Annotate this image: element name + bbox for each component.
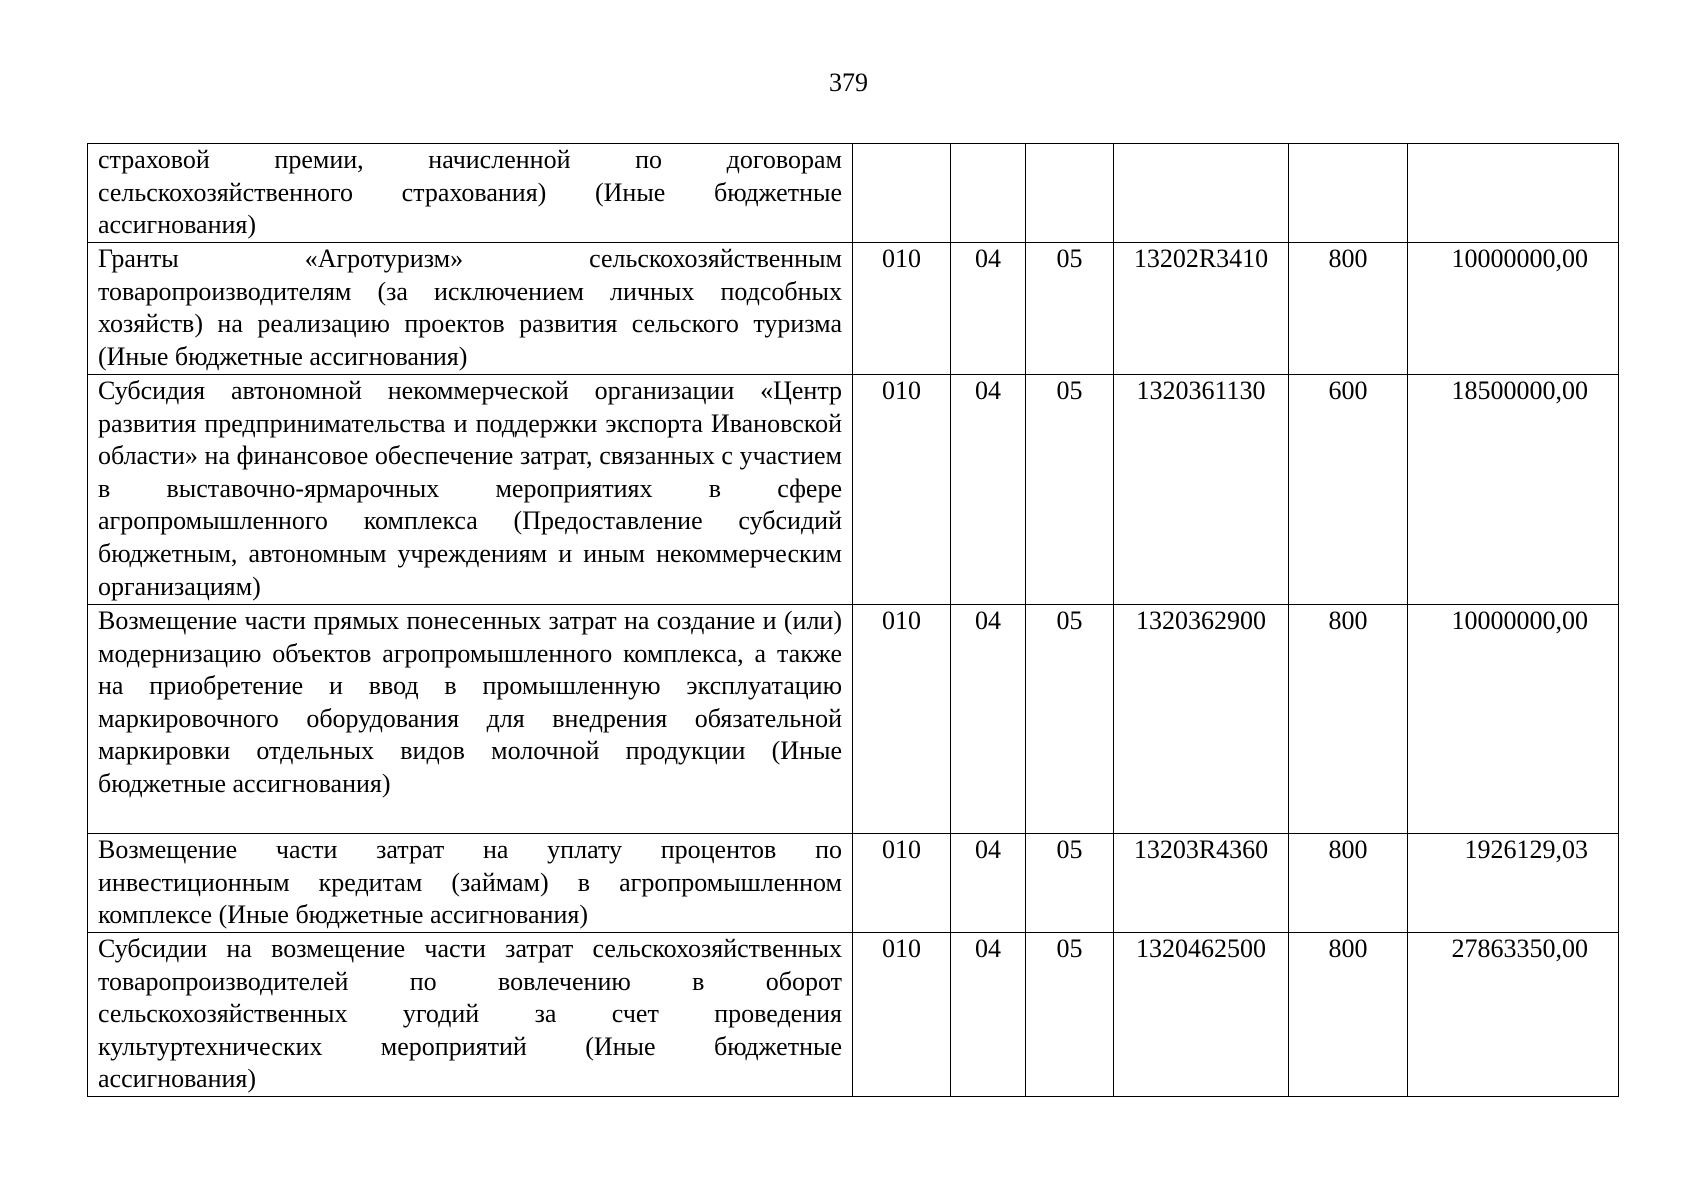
row-expense-type: 600	[1289, 375, 1408, 605]
row-admin-code: 010	[853, 933, 951, 1097]
row-target-code: 13202R3410	[1114, 243, 1289, 375]
row-subsection-code: 05	[1026, 933, 1114, 1097]
row-admin-code: 010	[853, 375, 951, 605]
table-row	[88, 834, 1619, 933]
row-subsection-code: 05	[1026, 834, 1114, 933]
budget-table	[87, 143, 1619, 1097]
row-description: страховой премии, начисленной по договорам сельскохозяйственного страхования) (Иные бюджетные ассигнования)	[88, 144, 853, 243]
row-amount: 10000000,00	[1408, 243, 1619, 375]
row-expense-type: 800	[1289, 605, 1408, 834]
page-number: 379	[829, 68, 868, 97]
row-subsection-code: 05	[1026, 243, 1114, 375]
row-target-code: 1320361130	[1114, 375, 1289, 605]
table-row	[88, 243, 1619, 375]
row-section-code: 04	[951, 834, 1026, 933]
row-section-code	[951, 144, 1026, 243]
row-expense-type: 800	[1289, 243, 1408, 375]
row-section-code: 04	[951, 933, 1026, 1097]
row-target-code: 1320462500	[1114, 933, 1289, 1097]
row-expense-type: 800	[1289, 933, 1408, 1097]
row-amount: 18500000,00	[1408, 375, 1619, 605]
row-amount: 1926129,03	[1408, 834, 1619, 933]
row-admin-code: 010	[853, 243, 951, 375]
row-description: Субсидии на возмещение части затрат сельскохозяйственных товаропроизводителей по вовлечению в оборот сельскохозяйственных угодий за счет проведения культуртехнических мероприятий (Иные бюджетные ассигнования)	[88, 933, 853, 1097]
row-expense-type	[1289, 144, 1408, 243]
row-target-code: 13203R4360	[1114, 834, 1289, 933]
row-amount	[1408, 144, 1619, 243]
row-subsection-code	[1026, 144, 1114, 243]
table-row	[88, 933, 1619, 1097]
row-admin-code: 010	[853, 834, 951, 933]
row-admin-code	[853, 144, 951, 243]
table-row	[88, 605, 1619, 834]
row-amount: 27863350,00	[1408, 933, 1619, 1097]
row-admin-code: 010	[853, 605, 951, 834]
row-target-code	[1114, 144, 1289, 243]
row-section-code: 04	[951, 243, 1026, 375]
row-target-code: 1320362900	[1114, 605, 1289, 834]
row-section-code: 04	[951, 375, 1026, 605]
row-subsection-code: 05	[1026, 605, 1114, 834]
row-subsection-code: 05	[1026, 375, 1114, 605]
row-description: Гранты «Агротуризм» сельскохозяйственным товаропроизводителям (за исключением личных подсобных хозяйств) на реализацию проектов развития сельского туризма (Иные бюджетные ассигнования)	[88, 243, 853, 375]
row-section-code: 04	[951, 605, 1026, 834]
row-description: Возмещение части затрат на уплату процентов по инвестиционным кредитам (займам) в агропромышленном комплексе (Иные бюджетные ассигнования)	[88, 834, 853, 933]
table-row	[88, 144, 1619, 243]
row-expense-type: 800	[1289, 834, 1408, 933]
table-row	[88, 375, 1619, 605]
row-description: Возмещение части прямых понесенных затрат на создание и (или) модернизацию объектов агропромышленного комплекса, а также на приобретение и ввод в промышленную эксплуатацию маркировочного оборудования для внедрения обязательной маркировки отдельных видов молочной продукции (Иные бюджетные ассигнования)	[88, 605, 853, 834]
row-amount: 10000000,00	[1408, 605, 1619, 834]
row-description: Субсидия автономной некоммерческой организации «Центр развития предпринимательства и поддержки экспорта Ивановской области» на финансовое обеспечение затрат, связанных с участием в выставочно-ярмарочных мероприятиях в сфере агропромышленного комплекса (Предоставление субсидий бюджетным, автономным учреждениям и иным некоммерческим организациям)	[88, 375, 853, 605]
